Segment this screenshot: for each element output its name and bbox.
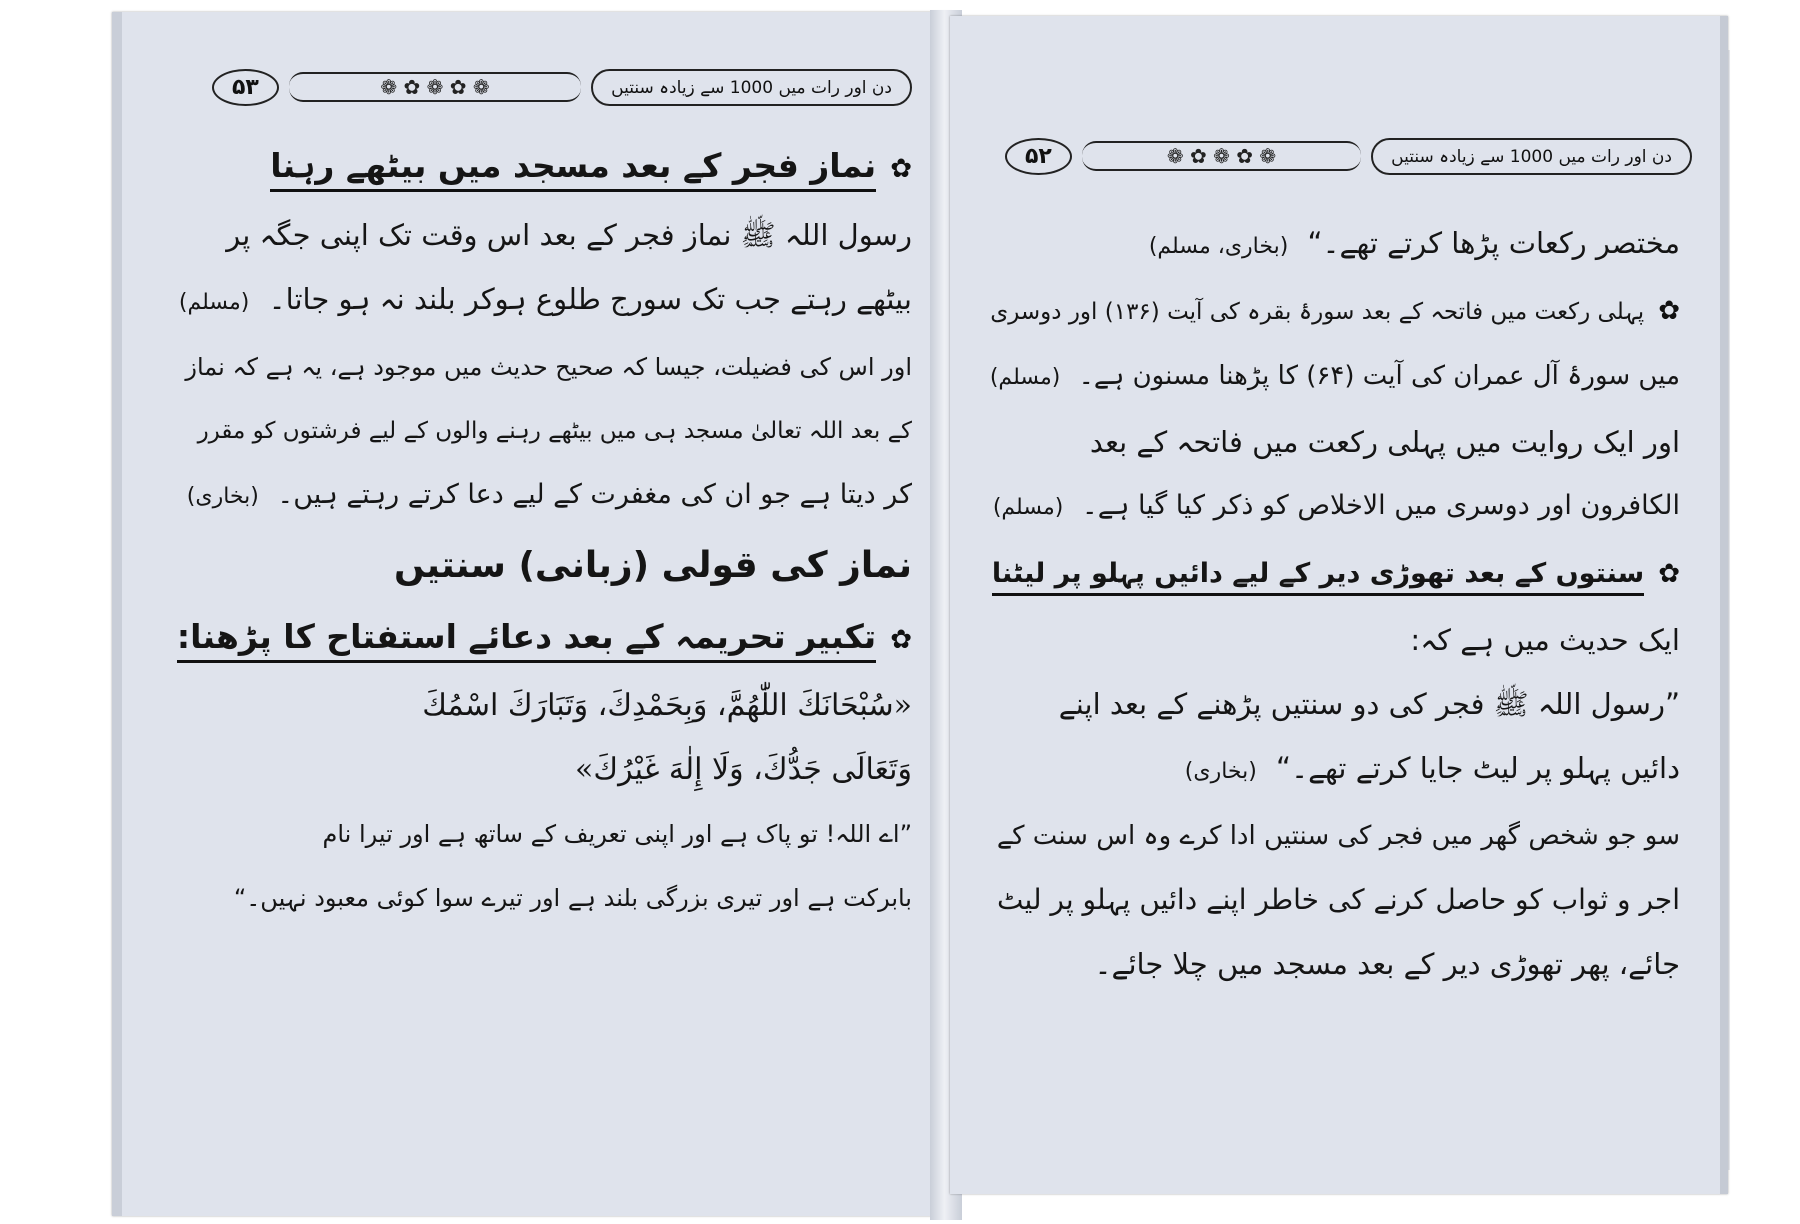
arabic-line: «سُبْحَانَكَ اللّٰهُمَّ، وَبِحَمْدِكَ، وَتَبَارَكَ اسْمُكَ — [422, 688, 912, 723]
translation-line: ”اے اللہ! تو پاک ہے اور اپنی تعریف کے ساتھ ہے اور تیرا نام — [322, 820, 912, 848]
reference: (بخاری) — [186, 484, 259, 509]
arabic-line: وَتَعَالَى جَدُّكَ، وَلَا إِلٰهَ غَيْرُكَ» — [575, 752, 912, 787]
heading-sitting-in-mosque: ✿نماز فجر کے بعد مسجد میں بیٹھے رہنا — [167, 132, 912, 203]
left-page — [112, 12, 952, 1216]
running-title: دن اور رات میں 1000 سے زیادہ سنتیں — [591, 69, 912, 106]
text-line: اور اس کی فضیلت، جیسا کہ صحیح حدیث میں موجود ہے، یہ ہے کہ نماز — [185, 353, 912, 381]
text-line: مختصر رکعات پڑھا کرتے تھے۔“ (بخاری، مسلم) — [1148, 226, 1680, 260]
translation-line: بابرکت ہے اور تیری بزرگی بلند ہے اور تیرے سوا کوئی معبود نہیں۔“ — [233, 884, 912, 912]
page-number: ۵۲ — [1005, 138, 1072, 175]
left-page-content — [167, 132, 912, 930]
running-title: دن اور رات میں 1000 سے زیادہ سنتیں — [1371, 138, 1692, 175]
section-title: نماز کی قولی (زبانی) سنتیں — [394, 545, 912, 586]
reference: (بخاری، مسلم) — [1148, 234, 1289, 259]
floral-ornament-icon: ❁ ✿ ❁ ✿ ❁ — [289, 72, 581, 102]
text-line: بیٹھے رہتے جب تک سورج طلوع ہوکر بلند نہ ہو جاتا۔ (مسلم) — [178, 282, 912, 316]
text-line: کر دیتا ہے جو ان کی مغفرت کے لیے دعا کرتے رہتے ہیں۔ (بخاری) — [186, 479, 912, 510]
text-line: اجر و ثواب کو حاصل کرنے کی خاطر اپنے دائیں پہلو پر لیٹ — [997, 883, 1680, 916]
text-line: الکافرون اور دوسری میں الاخلاص کو ذکر کیا گیا ہے۔ (مسلم) — [992, 490, 1680, 521]
reference: (بخاری) — [1184, 759, 1257, 784]
heading-lying-on-right-side: ✿سنتوں کے بعد تھوڑی دیر کے لیے دائیں پہلو پر لیٹنا — [990, 540, 1680, 608]
right-page-header — [1005, 131, 1692, 181]
text-line: سو جو شخص گھر میں فجر کی سنتیں ادا کرے وہ اس سنت کے — [996, 821, 1680, 851]
heading-opening-supplication: ✿تکبیر تحریمہ کے بعد دعائے استفتاح کا پڑھنا: — [167, 603, 912, 674]
text-line: جائے، پھر تھوڑی دیر کے بعد مسجد میں چلا جائے۔ — [1094, 947, 1680, 981]
reference: (مسلم) — [992, 495, 1064, 520]
floral-ornament-icon: ❁ ✿ ❁ ✿ ❁ — [1082, 141, 1361, 171]
text-line: ✿پہلی رکعت میں فاتحہ کے بعد سورۂ بقرہ کی آیت (۱۳۶) اور دوسری — [990, 279, 1680, 344]
right-page-content — [990, 211, 1680, 996]
page-number: ۵۳ — [212, 69, 279, 106]
flower-bullet-icon: ✿ — [890, 154, 912, 184]
text-line: ایک حدیث میں ہے کہ: — [1410, 623, 1680, 657]
flower-bullet-icon: ✿ — [890, 625, 912, 655]
reference: (مسلم) — [178, 290, 250, 315]
right-page — [950, 16, 1728, 1194]
text-line: میں سورۂ آل عمران کی آیت (۶۴) کا پڑھنا مسنون ہے۔ (مسلم) — [989, 361, 1680, 391]
reference: (مسلم) — [989, 365, 1061, 390]
left-page-header — [212, 62, 912, 112]
text-line: رسول اللہ ﷺ نماز فجر کے بعد اس وقت تک اپنی جگہ پر — [226, 218, 912, 252]
text-line: کے بعد اللہ تعالیٰ مسجد ہی میں بیٹھے رہنے والوں کے لیے فرشتوں کو مقرر — [197, 418, 912, 444]
flower-bullet-icon: ✿ — [1658, 296, 1680, 326]
quote-line: دائیں پہلو پر لیٹ جایا کرتے تھے۔“ (بخاری) — [1184, 751, 1680, 785]
text-line: اور ایک روایت میں پہلی رکعت میں فاتحہ کے بعد — [1089, 425, 1680, 459]
flower-bullet-icon: ✿ — [1658, 559, 1680, 589]
quote-line: ”رسول اللہ ﷺ فجر کی دو سنتیں پڑھنے کے بعد اپنے — [1058, 687, 1680, 721]
